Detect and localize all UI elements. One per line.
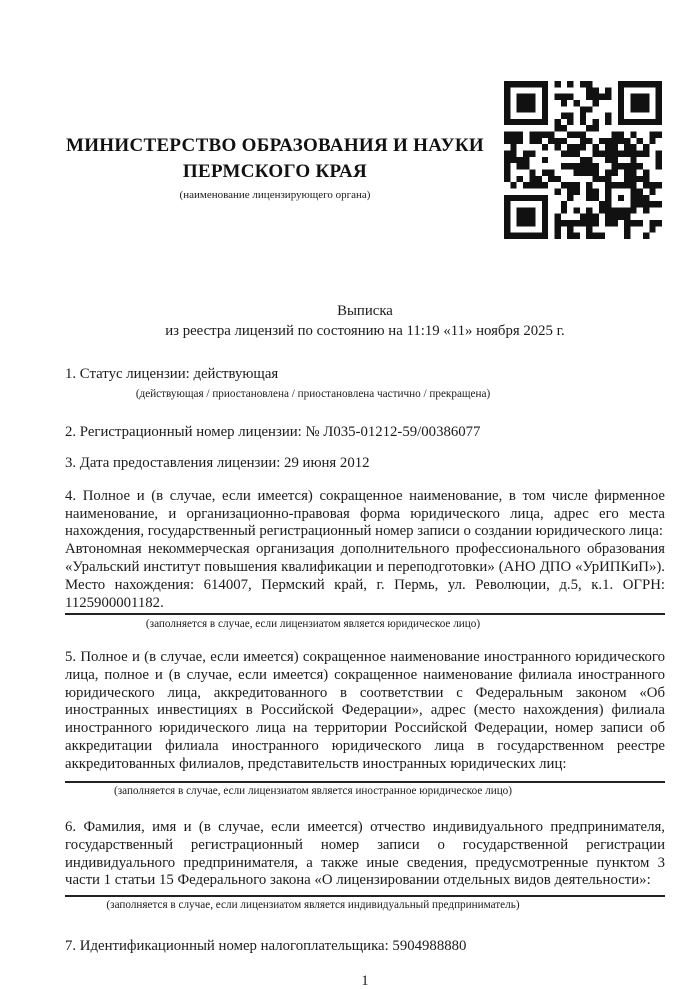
item-5-blank-value-line [65,774,665,783]
item-4-caption: (заполняется в случае, если лицензиатом является юридическое лицо) [145,618,481,631]
item-3-grant-date: 3. Дата предоставления лицензии: 29 июня 2012 [65,455,370,472]
ministry-name-line2: ПЕРМСКОГО КРАЯ [182,161,368,182]
document-body [65,0,665,989]
item-7-taxpayer-number: 7. Идентификационный номер налогоплательщика: 5904988880 [65,937,467,954]
ministry-caption: (наименование лицензирующего органа) [179,189,371,201]
item-6-blank-value-line [65,890,665,897]
item-4-legal-entity-value: Автономная некоммерческая организация дополнительного профессионального образования «Уральский институт повышения квалификации и переподготовки» (АНО ДПО «УрИПКиП»). Место нахождения: 614007, Пермский край, г. Пермь, ул. Революции, д.5, к.1. ОГРН: 1125900001182. [65,541,665,615]
item-1-caption: (действующая / приостановлена / приостановлена частично / прекращена) [135,387,491,400]
item-5-foreign-entity-label: 5. Полное и (в случае, если имеется) сокращенное наименование иностранного юридического лица, полное и (в случае, если имеется) сокращенное наименование филиала иностранного юридического лица, аккредитованного в соответствии с Федеральным законом «Об иностранных инвестициях в Российской Федерации», адрес (место нахождения) филиала иностранного юридического лица на территории Российской Федерации, номер записи об аккредитации филиала иностранного юридического лица в государственном реестре аккредитованных филиалов, представительств иностранных юридических лиц: [65,648,665,772]
item-1-license-status: 1. Статус лицензии: действующая [65,366,279,382]
document-title-line1: Выписка [337,303,393,319]
document-title [65,302,665,341]
item-5-caption: (заполняется в случае, если лицензиатом является иностранное юридическое лицо) [113,784,512,797]
item-6-caption: (заполняется в случае, если лицензиатом является индивидуальный предприниматель) [106,899,520,912]
ministry-name-line1: МИНИСТЕРСТВО ОБРАЗОВАНИЯ И НАУКИ [65,135,485,156]
item-2-registration-number: 2. Регистрационный номер лицензии: № Л035-01212-59/00386077 [65,424,481,441]
item-4-legal-entity-label: 4. Полное и (в случае, если имеется) сокращенное наименование, в том числе фирменное наименование, и организационно-правовая форма юридического лица, адрес его места нахождения, государственный регистрационный номер записи о создании юридического лица: [65,487,665,540]
page-number: 1 [361,972,369,989]
document-title-line2: из реестра лицензий по состоянию на 11:19 «11» ноября 2025 г. [165,322,565,339]
item-6-individual-entrepreneur-label: 6. Фамилия, имя и (в случае, если имеется) отчество индивидуального предпринимателя, государственный регистрационный номер записи о государственной регистрации индивидуального предпринимателя, а также иные сведения, предусмотренные пунктом 3 части 1 статьи 15 Федерального закона «О лицензировании отдельных видов деятельности»: [65,819,665,889]
